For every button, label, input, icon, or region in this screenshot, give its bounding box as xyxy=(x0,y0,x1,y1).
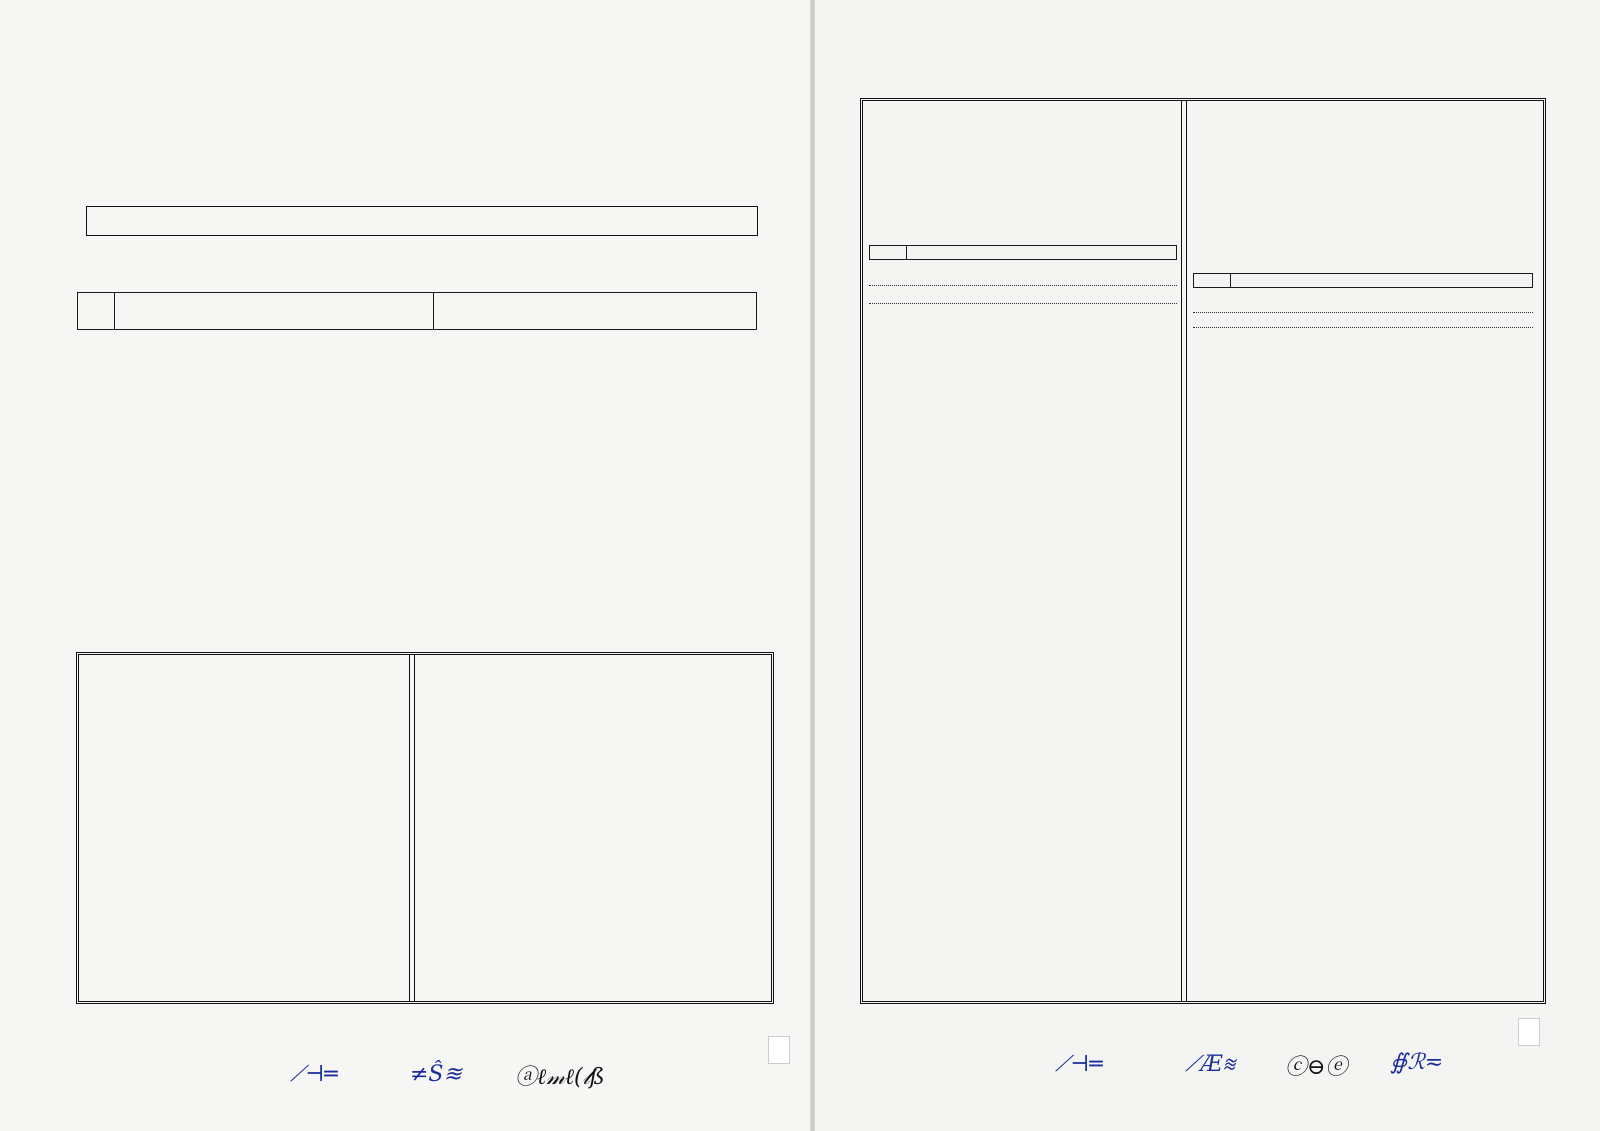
conduct-en-column xyxy=(417,655,767,1001)
right-en-column xyxy=(1189,101,1539,1001)
conduct-fr-column xyxy=(79,655,411,1001)
conduct-title-en xyxy=(1213,175,1533,189)
column-divider xyxy=(1181,101,1187,1001)
opening-title-fr xyxy=(895,123,1177,137)
conduct-title-fr xyxy=(895,157,1177,171)
col-header-name xyxy=(115,293,434,330)
subsection-title-en xyxy=(421,683,761,697)
counting-title-en xyxy=(1213,249,1533,265)
signature-mark: ≠Ŝ≋ xyxy=(410,1062,462,1087)
signature-mark: ∯ℛ≂ xyxy=(1390,1050,1444,1075)
absent-table xyxy=(77,292,757,330)
scrutineers-table-fr xyxy=(869,245,1177,260)
page-right xyxy=(815,0,1600,1131)
section-title-en xyxy=(421,661,761,677)
signature-mark: ⓐℓ𝓂ℓ(𝓁ß xyxy=(515,1065,605,1090)
voters-value-line2-en[interactable] xyxy=(1193,313,1533,328)
signature-mark: ⟋⊣═ xyxy=(290,1062,338,1087)
conduct-section-box xyxy=(76,652,774,1004)
column-divider xyxy=(409,655,415,1001)
signature-mark: ⓒ⊖ⓔ xyxy=(1285,1055,1348,1080)
closing-title-en xyxy=(1213,219,1533,233)
signature-mark: ⟋⊣═ xyxy=(1055,1052,1103,1077)
secretary-field[interactable] xyxy=(86,206,758,236)
signature-mark: ⟋Æ≋ xyxy=(1185,1052,1236,1077)
page-number-left xyxy=(768,1036,790,1064)
page-number-right xyxy=(1518,1018,1540,1046)
counting-title-fr xyxy=(891,221,1177,237)
closing-title-fr xyxy=(895,191,1177,205)
right-page-box xyxy=(860,98,1546,1004)
voters-value-line2[interactable] xyxy=(869,286,1177,304)
right-fr-column xyxy=(863,101,1181,1001)
section-title-fr xyxy=(113,661,405,677)
voters-value-line1[interactable] xyxy=(869,268,1177,286)
scrutineers-table-en xyxy=(1193,273,1533,288)
opening-title-en xyxy=(1213,127,1533,141)
voters-value-line1-en[interactable] xyxy=(1193,298,1533,313)
col-header-representative xyxy=(434,293,757,330)
subsection-title-fr xyxy=(111,683,405,697)
